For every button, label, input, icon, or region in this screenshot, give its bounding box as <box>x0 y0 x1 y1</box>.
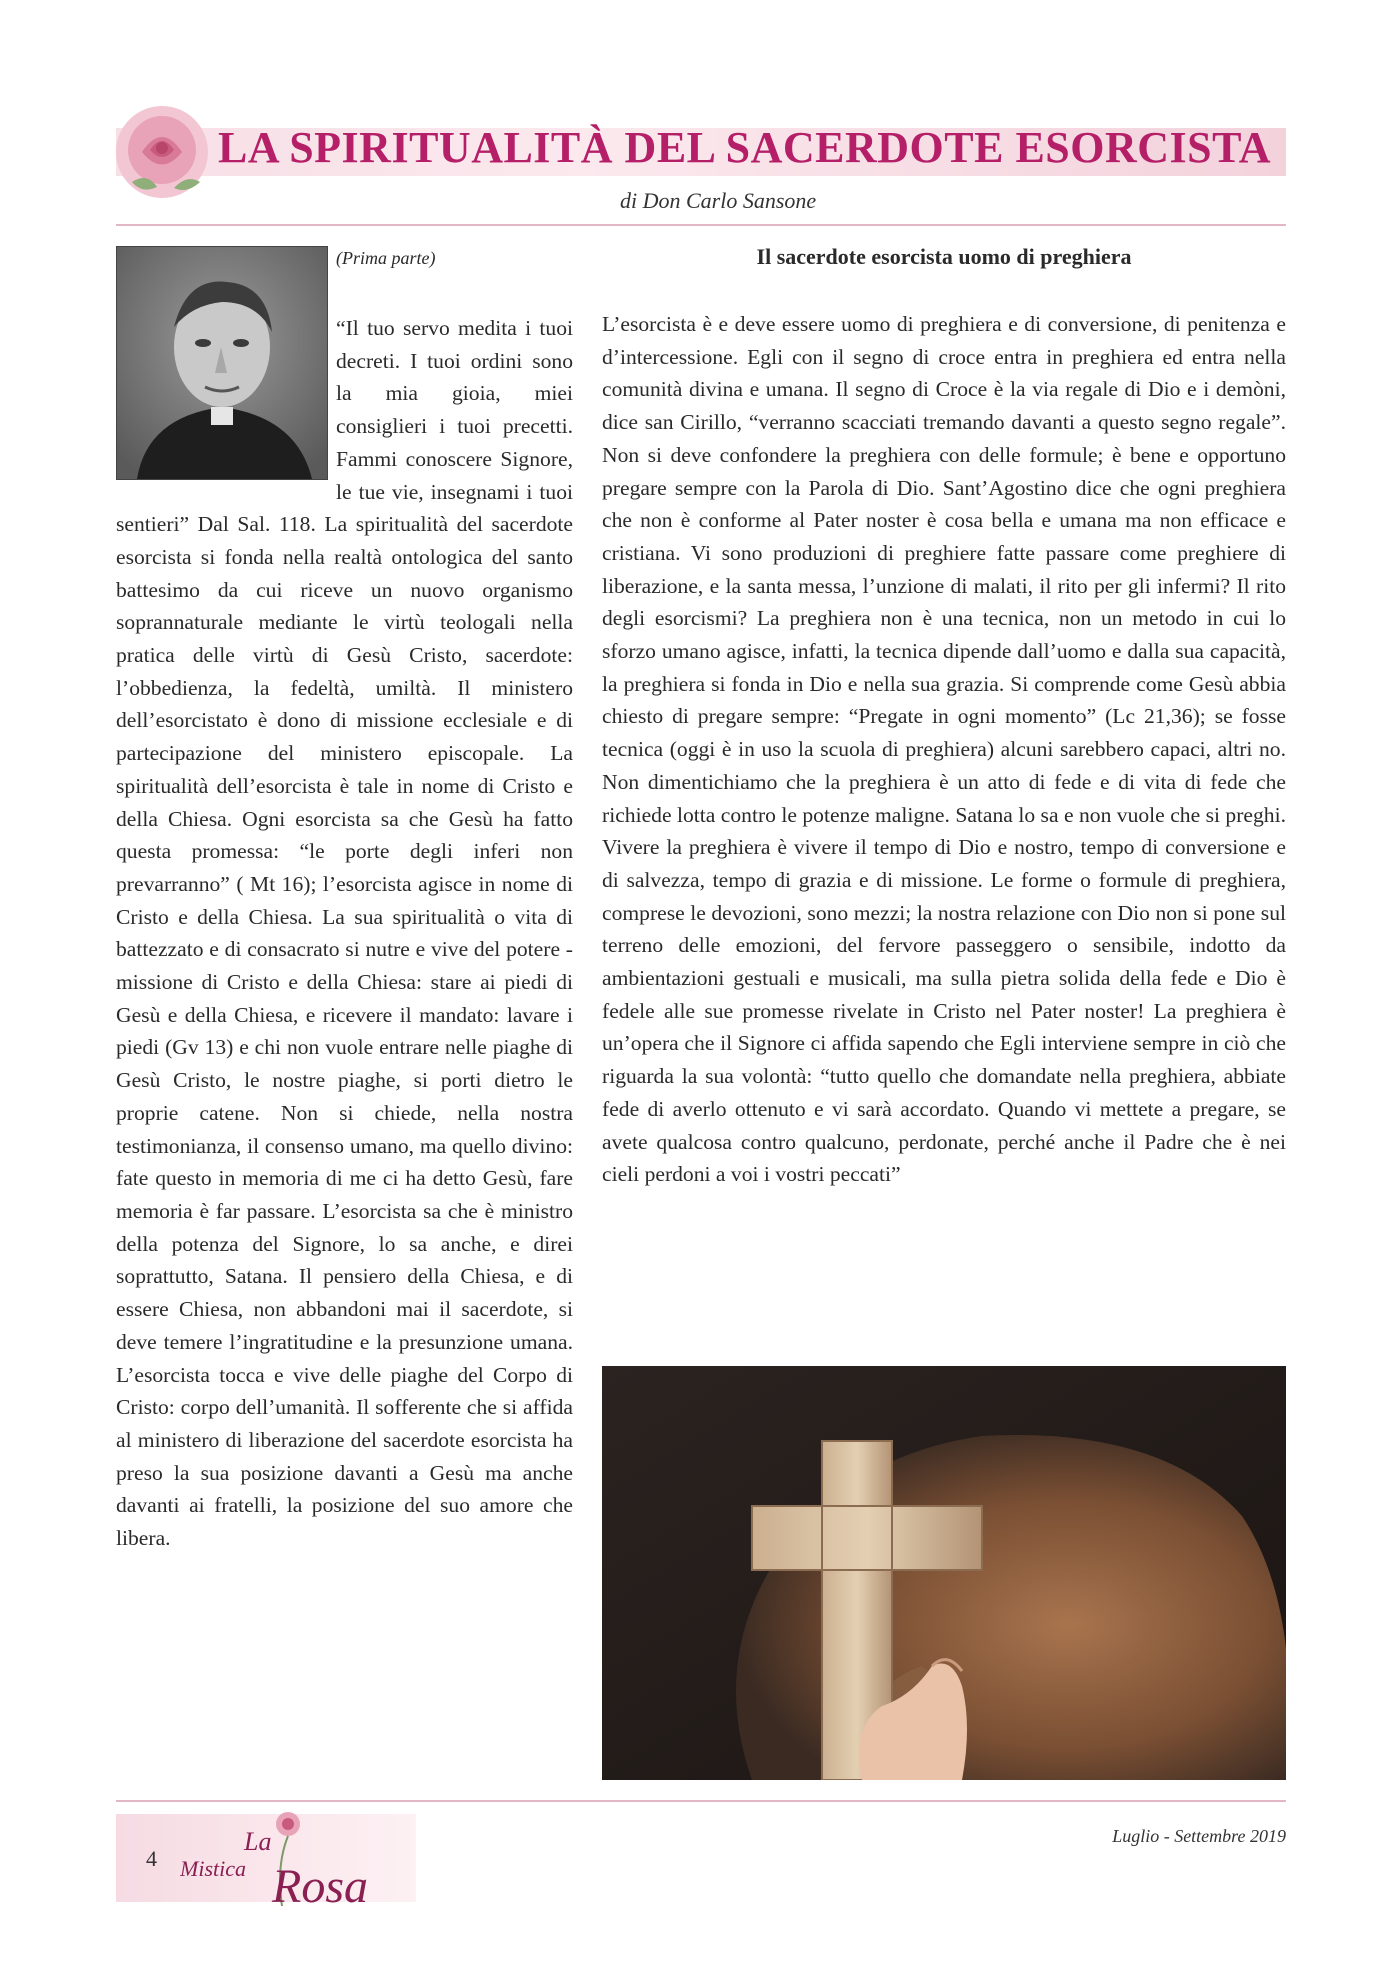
magazine-logo-mistica: Mistica <box>180 1856 246 1881</box>
magazine-logo-rosa: Rosa <box>272 1860 368 1913</box>
portrait-wrap-spacer <box>116 312 336 480</box>
page-number: 4 <box>146 1846 157 1871</box>
left-column-text <box>116 312 573 1555</box>
author-byline: di Don Carlo Sansone <box>620 188 817 213</box>
left-body-text: “Il tuo servo medita i tuoi decreti. I tuoi ordini sono la mia gioia, miei consiglieri i tuoi precetti. Fammi conoscere Signore, le tue vie, insegnami i tuoi sentieri” Dal Sal. 118. La spiritualità del sacerdote esorcista si fonda nella realtà ontologica del santo battesimo da cui riceve un nuovo organismo soprannaturale mediante le virtù teologali nella pratica delle virtù di Gesù Cristo, sacerdote: l’obbedienza, la fedeltà, umiltà. Il ministero dell’esorcistato è dono di missione ecclesiale e di partecipazione del ministero episcopale. La spiritualità dell’esorcista è tale in nome di Cristo e della Chiesa. Ogni esorcista sa che Gesù ha fatto questa promessa: “le porte degli inferi non prevarranno” ( Mt 16); l’esorcista agisce in nome di Cristo e della Chiesa. La sua spiritualità o vita di battezzato e di consacrato si nutre e vive del potere - missione di Cristo e della Chiesa: stare ai piedi di Gesù e della Chiesa, e ricevere il mandato: lavare i piedi (Gv 13) e chi non vuole entrare nelle piaghe di Gesù Cristo, le nostre piaghe, si porti dietro le proprie catene. Non si chiede, nella nostra testimonianza, il consenso umano, ma quello divino: fate questo in memoria di me ci ha detto Gesù, fare memoria è far passare. L’esorcista sa che è ministro della potenza del Signore, lo sa anche, e direi soprattutto, Satana. Il pensiero della Chiesa, e di essere Chiesa, non abbandoni mai il sacerdote, si deve temere l’ingratitudine e la presunzione umana. L’esorcista tocca e vive delle piaghe del Corpo di Cristo: corpo dell’umanità. Il sofferente che si affida al ministero di liberazione del sacerdote esorcista ha preso la sua posizione davanti a Gesù ma anche davanti ai fratelli, la posizione del suo amore che libera. <box>116 316 573 1551</box>
magazine-logo <box>180 1806 420 1916</box>
right-column-text: L’esorcista è e deve essere uomo di preghiera e di conversione, di penitenza e d’intercessione. Egli con il segno di croce entra in preghiera ed entra nella comunità divina e umana. Il segno di Croce è la via regale di Dio e i demòni, dice san Cirillo, “verranno scacciati tremando davanti a questo segno regale”. Non si deve confondere la preghiera con delle formule; è bene e opportuno pregare sempre con la Parola di Dio. Sant’Agostino dice che ogni preghiera che non è conforme al Pater noster è cosa bella e umana ma non efficace e cristiana. Vi sono produzioni di preghiere fatte passare come preghiere di liberazione, e la santa messa, l’unzione di malati, il rito per gli infermi? Il rito degli esorcismi? La preghiera non è una tecnica, non un metodo in cui lo sforzo umano agisce, infatti, la tecnica dipende dall’uomo e dalla sua capacità, la preghiera si fonda in Dio e nella sua grazia. Si comprende come Gesù abbia chiesto di pregare sempre: “Pregate in ogni momento” (Lc 21,36); se fosse tecnica (oggi è in uso la scuola di preghiera) alcuni sarebbero capaci, altri no. Non dimentichiamo che la preghiera è un atto di fede e di vita di fede che richiede lotta contro le potenze maligne. Satana lo sa e non vuole che si preghi. Vivere la preghiera è vivere il tempo di Dio e nostro, tempo di conversione e di salvezza, tempo di grazia e di missione. Le forme o formule di preghiera, comprese le devozioni, sono mezzi; la nostra relazione con Dio non si pone sul terreno delle emozioni, del fervore passeggero o sensibile, indotto da ambientazioni gestuali e musicali, ma sulla pietra solida della fede e Dio è fedele alle sue promesse rivelate in Cristo nel Pater noster! La preghiera è un’opera che il Signore ci affida sapendo che Egli interviene sempre in ciò che riguarda la sua volontà: “tutto quello che domandate nella preghiera, abbiate fede di averlo ottenuto e vi sarà accordato. Quando vi mettete a pregare, se avete qualcosa contro qualcuno, perdonate, perché anche il Padre che è nei cieli perdoni a voi i vostri peccati” <box>602 312 1286 1187</box>
article-title: LA SPIRITUALITÀ DEL SACERDOTE ESORCISTA <box>218 123 1271 172</box>
header-divider <box>116 224 1286 226</box>
section-subheading: Il sacerdote esorcista uomo di preghiera <box>756 244 1132 269</box>
cross-photo <box>602 1366 1286 1780</box>
magazine-logo-la: La <box>244 1827 272 1856</box>
part-label: (Prima parte) <box>336 248 436 268</box>
footer-divider <box>116 1800 1286 1802</box>
issue-date: Luglio - Settembre 2019 <box>1112 1826 1286 1846</box>
rose-icon <box>112 102 212 202</box>
